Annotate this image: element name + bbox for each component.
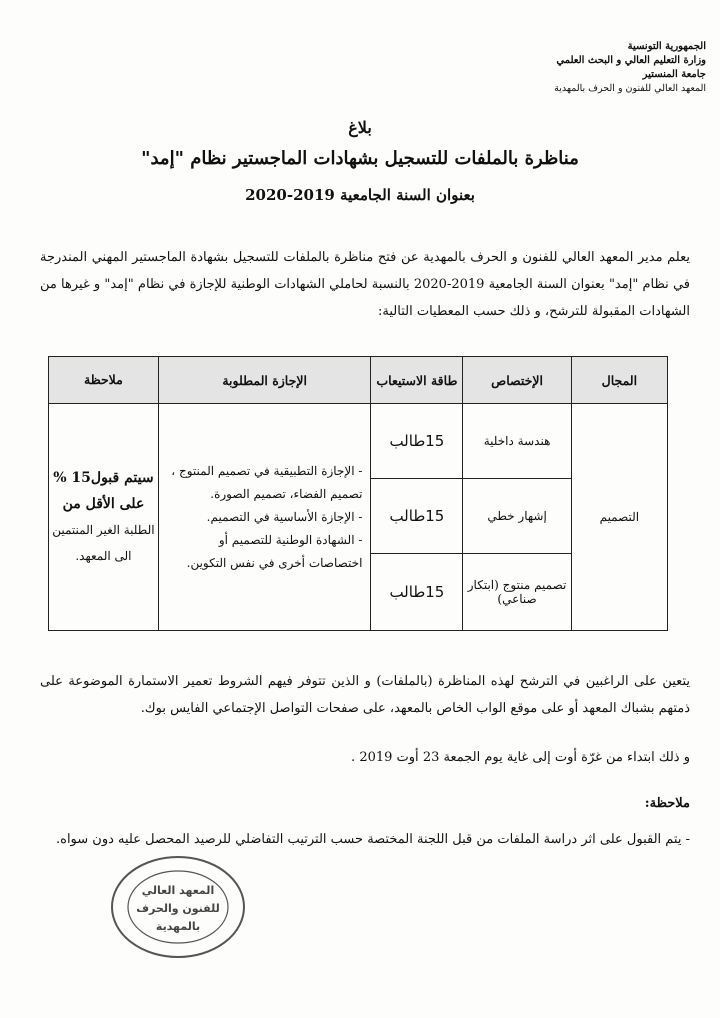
dates-paragraph: و ذلك ابتداء من غرّة أوت إلى غاية يوم الجمعة 23 أوت 2019 . [351,750,690,765]
letterhead [446,40,706,96]
header-capacity: طاقة الاستيعاب [371,357,463,404]
intro-paragraph: يعلم مدير المعهد العالي للفنون و الحرف بالمهدية عن فتح مناظرة بالملفات للتسجيل بشهادة الماجستير المهني المندرجة في نظام "إمد" بعنوان السنة الجامعية 2019-2020 بالنسبة لحاملي الشهادات الوطنية للإجازة في نظام "إمد" و غيرها من الشهادات المقبولة للترشح، و ذلك حسب المعطيات التالية: [40,250,691,319]
note-paragraph: - يتم القبول على اثر دراسة الملفات من قبل اللجنة المختصة حسب الترتيب التفاضلي للرصيد المحصل عليه دون سواه. [56,832,690,847]
stamp-line: المعهد العالي [141,884,215,897]
degree-item: - الإجازة الأساسية في التصميم. [206,509,363,524]
note-line: سيتم قبول15 % [53,470,154,486]
note-label: ملاحظة: [644,796,690,811]
specialty-cell: تصميم منتوج (ابتكار صناعي) [463,554,571,631]
specialty-cell: إشهار خطي [463,479,571,554]
capacity-cell: 15طالب [371,404,463,479]
letterhead-ministry: وزارة التعليم العالي و البحث العلمي [556,55,706,66]
specialty-cell: هندسة داخلية [463,404,571,479]
capacity-cell: 15طالب [371,554,463,631]
degree-item: - الشهادة الوطنية للتصميم أو اختصاصات أخرى في نفس التكوين. [186,532,363,570]
programs-table [48,356,668,631]
stamp-line: بالمهدية [155,920,201,933]
degree-cell [158,404,371,631]
letterhead-country: الجمهورية التونسية [627,41,706,52]
table-header-row [49,357,668,404]
stamp-line: للفنون والحرف [136,902,220,915]
field-cell: التصميم [571,404,667,631]
letterhead-university: جامعة المنستير [642,69,706,80]
header-field: المجال [571,357,667,404]
degree-item: - الإجازة التطبيقية في تصميم المنتوج ، تصميم الفضاء، تصميم الصورة. [171,463,363,501]
academic-year: بعنوان السنة الجامعية 2019-2020 [245,186,475,204]
note-cell [49,404,159,631]
document-title: مناظرة بالملفات للتسجيل بشهادات الماجستير نظام "إمد" [141,148,579,169]
official-stamp [108,852,248,962]
note-line: الطلبة الغير المنتمين الى المعهد. [52,523,155,563]
header-specialty: الإختصاص [463,357,571,404]
header-note: ملاحظة [49,357,159,404]
table-row [49,404,668,479]
announcement-heading: بلاغ [348,118,372,137]
note-line: على الأقل من [62,496,145,512]
application-paragraph: يتعين على الراغبين في الترشح لهذه المناظرة (بالملفات) و الذين تتوفر فيهم الشروط تعمير الاستمارة الموضوعة على ذمتهم بشباك المعهد أو على موقع الواب الخاص بالمعهد، على صفحات التواصل الإجتماعي الفايس بوك. [40,674,690,716]
capacity-cell: 15طالب [371,479,463,554]
letterhead-institute: المعهد العالي للفنون و الحرف بالمهدية [554,83,706,94]
header-degree: الإجازة المطلوبة [158,357,371,404]
